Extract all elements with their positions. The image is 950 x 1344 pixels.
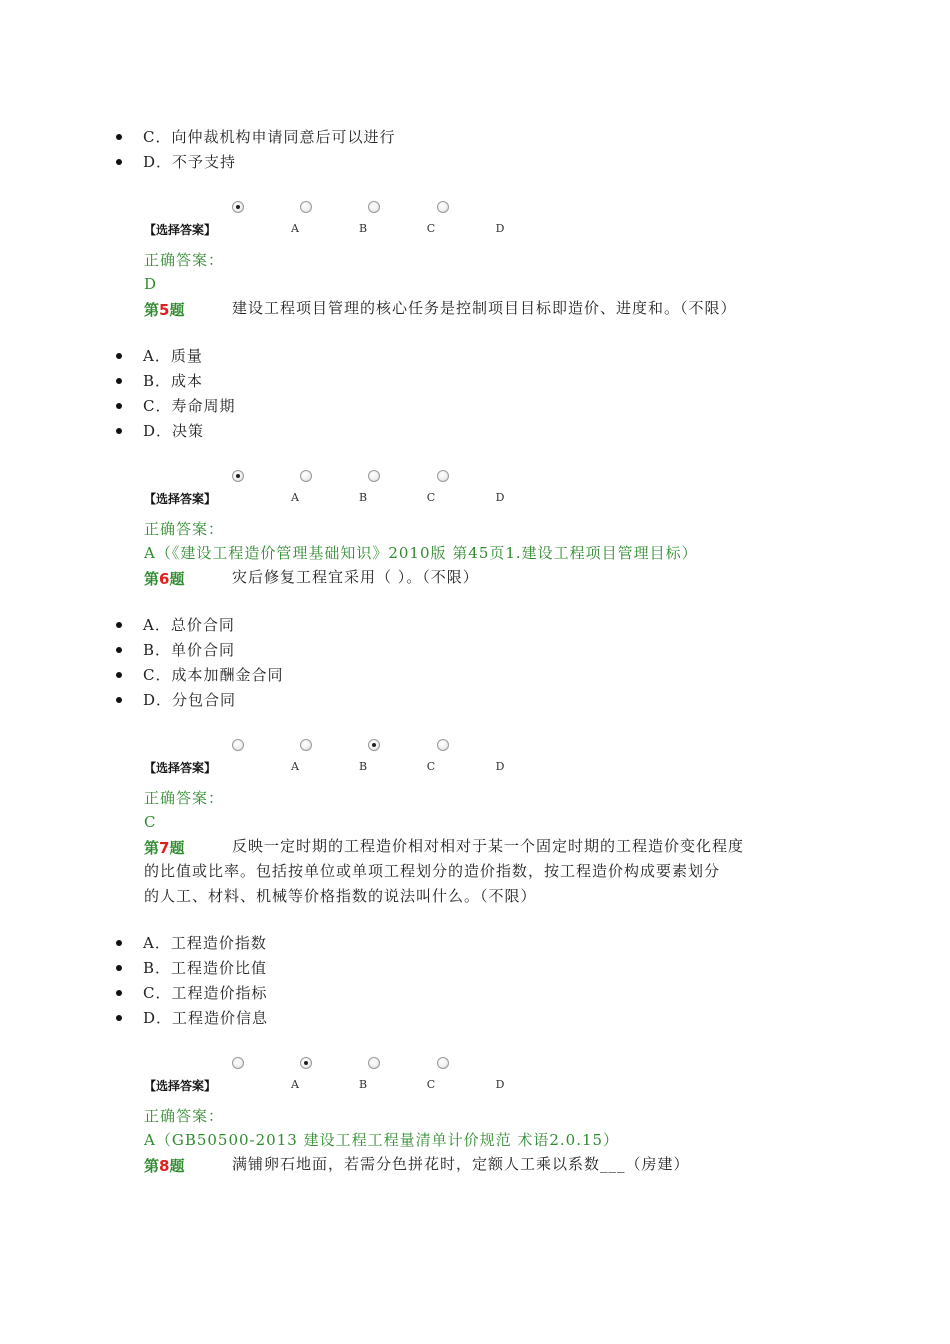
radio-option-b[interactable]	[300, 739, 312, 751]
radio-option-d[interactable]	[437, 739, 449, 751]
question-text: 反映一定时期的工程造价相对相对于某一个固定时期的工程造价变化程度	[232, 837, 745, 855]
option-letter-d: D	[495, 1078, 505, 1091]
radio-option-d[interactable]	[437, 470, 449, 482]
option-label: D．工程造价信息	[143, 1009, 269, 1027]
radio-option-c[interactable]	[368, 201, 380, 213]
option-label: D．决策	[143, 422, 205, 440]
option-letter-a: A	[291, 1078, 299, 1091]
radio-option-a[interactable]	[232, 1057, 244, 1069]
correct-answer-label: 正确答案：	[144, 251, 225, 269]
option-letter-b: B	[358, 1078, 368, 1091]
radio-option-c[interactable]	[368, 1057, 380, 1069]
answer-label: 【选择答案】	[144, 492, 217, 506]
bullet-icon	[116, 990, 122, 996]
option-letter-c: C	[426, 1078, 436, 1091]
radio-option-a[interactable]	[232, 470, 244, 482]
option-letter-b: B	[358, 760, 368, 773]
answer-selector	[0, 1056, 950, 1096]
bullet-icon	[116, 159, 122, 165]
question-text: 建设工程项目管理的核心任务是控制项目目标即造价、进度和。（不限）	[232, 299, 737, 317]
radio-option-b[interactable]	[300, 1057, 312, 1069]
option-label: A．质量	[143, 347, 203, 365]
radio-option-b[interactable]	[300, 470, 312, 482]
question-number: 第6题	[144, 570, 185, 588]
option-label: A．总价合同	[143, 616, 235, 634]
correct-answer-value: A（《建设工程造价管理基础知识》2010版 第45页1.建设工程项目管理目标）	[144, 544, 698, 562]
bullet-icon	[116, 622, 122, 628]
option-label: C．工程造价指标	[143, 984, 268, 1002]
bullet-icon	[116, 647, 122, 653]
option-letter-d: D	[495, 760, 505, 773]
correct-answer-value: D	[144, 275, 158, 293]
answer-selector	[0, 738, 950, 778]
question-number: 第8题	[144, 1157, 185, 1175]
correct-answer-label: 正确答案：	[144, 789, 225, 807]
option-letter-a: A	[291, 760, 299, 773]
option-label: D．不予支持	[143, 153, 237, 171]
answer-selector	[0, 469, 950, 509]
answer-label: 【选择答案】	[144, 223, 217, 237]
question-text: 的比值或比率。包括按单位或单项工程划分的造价指数，按工程造价构成要素划分	[144, 862, 721, 880]
bullet-icon	[116, 672, 122, 678]
bullet-icon	[116, 403, 122, 409]
option-label: B．成本	[143, 372, 204, 390]
option-label: D．分包合同	[143, 691, 237, 709]
question-text: 灾后修复工程宜采用（ ）。（不限）	[232, 568, 479, 586]
option-letter-d: D	[495, 491, 505, 504]
correct-answer-value: C	[144, 813, 157, 831]
option-letter-d: D	[495, 222, 505, 235]
radio-option-c[interactable]	[368, 739, 380, 751]
bullet-icon	[116, 134, 122, 140]
radio-option-b[interactable]	[300, 201, 312, 213]
bullet-icon	[116, 378, 122, 384]
correct-answer-label: 正确答案：	[144, 1107, 225, 1125]
option-letter-a: A	[291, 222, 299, 235]
question-text: 的人工、材料、机械等价格指数的说法叫什么。（不限）	[144, 887, 537, 905]
option-letter-c: C	[426, 491, 436, 504]
option-label: C．成本加酬金合同	[143, 666, 284, 684]
option-label: B．工程造价比值	[143, 959, 268, 977]
question-number: 第5题	[144, 301, 185, 319]
radio-option-c[interactable]	[368, 470, 380, 482]
answer-label: 【选择答案】	[144, 1079, 217, 1093]
question-text: 满铺卵石地面，若需分色拼花时，定额人工乘以系数___（房建）	[232, 1155, 690, 1173]
correct-answer-label: 正确答案：	[144, 520, 225, 538]
radio-option-a[interactable]	[232, 201, 244, 213]
bullet-icon	[116, 353, 122, 359]
radio-option-d[interactable]	[437, 201, 449, 213]
question-number: 第7题	[144, 839, 185, 857]
bullet-icon	[116, 965, 122, 971]
option-letter-b: B	[358, 491, 368, 504]
bullet-icon	[116, 428, 122, 434]
option-label: C．向仲裁机构申请同意后可以进行	[143, 128, 396, 146]
correct-answer-value: A（GB50500-2013 建设工程工程量清单计价规范 术语2.0.15）	[144, 1131, 620, 1149]
radio-option-a[interactable]	[232, 739, 244, 751]
option-letter-c: C	[426, 760, 436, 773]
option-label: B．单价合同	[143, 641, 236, 659]
option-label: A．工程造价指数	[143, 934, 267, 952]
answer-selector	[0, 200, 950, 240]
bullet-icon	[116, 697, 122, 703]
bullet-icon	[116, 1015, 122, 1021]
option-letter-a: A	[291, 491, 299, 504]
answer-label: 【选择答案】	[144, 761, 217, 775]
option-letter-c: C	[426, 222, 436, 235]
option-letter-b: B	[358, 222, 368, 235]
bullet-icon	[116, 940, 122, 946]
option-label: C．寿命周期	[143, 397, 236, 415]
radio-option-d[interactable]	[437, 1057, 449, 1069]
